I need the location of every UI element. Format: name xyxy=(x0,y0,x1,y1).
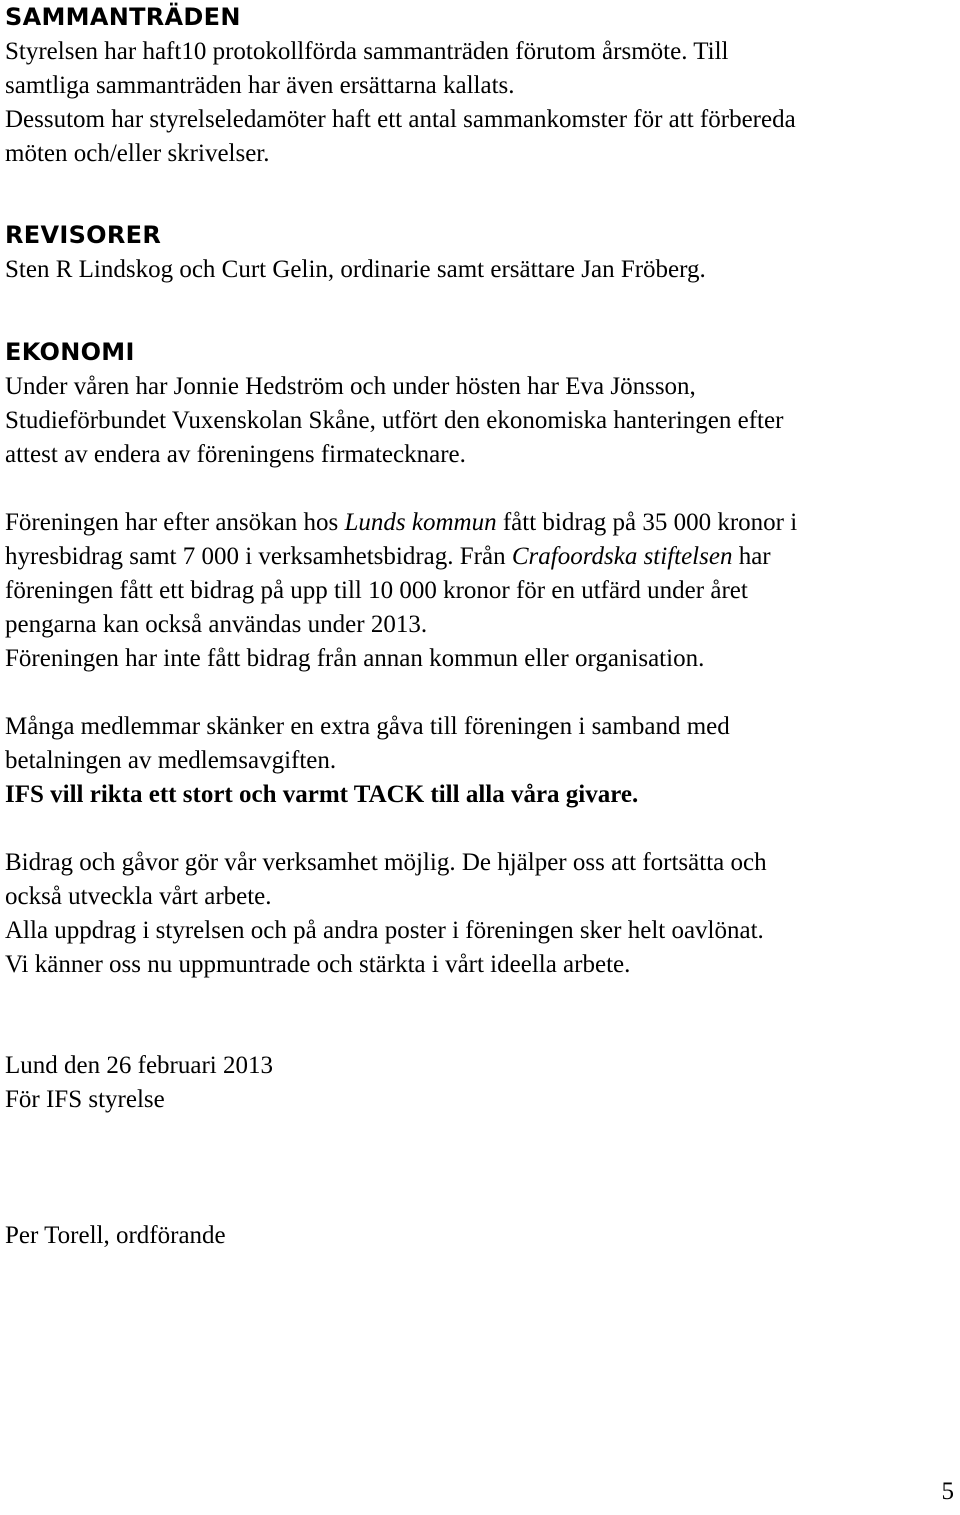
closing-line: Bidrag och gåvor gör vår verksamhet möjlig. De hjälper oss att fortsätta och xyxy=(5,849,767,876)
text-run: Föreningen har efter ansökan hos xyxy=(5,509,345,536)
paragraph-line: Under våren har Jonnie Hedström och under hösten har Eva Jönsson, xyxy=(5,373,696,400)
paragraph-line: möten och/eller skrivelser. xyxy=(5,140,270,167)
organisation-name: Crafoordska stiftelsen xyxy=(511,543,733,570)
page-number: 5 xyxy=(941,1478,954,1505)
gifts-line: Många medlemmar skänker en extra gåva till föreningen i samband med xyxy=(5,713,730,740)
closing-line: också utveckla vårt arbete. xyxy=(5,883,272,910)
signatory: Per Torell, ordförande xyxy=(5,1222,226,1249)
heading-revisorer: REVISORER xyxy=(5,221,162,249)
closing-line: Alla uppdrag i styrelsen och på andra poster i föreningen sker helt oavlönat. xyxy=(5,917,764,944)
paragraph-line: Dessutom har styrelseledamöter haft ett antal sammankomster för att förbereda xyxy=(5,106,796,133)
grants-line xyxy=(5,508,797,538)
gifts-line: betalningen av medlemsavgiften. xyxy=(5,747,337,774)
text-run: hyresbidrag samt 7 000 i verksamhetsbidrag. Från xyxy=(5,543,512,570)
organisation-name: Lunds kommun xyxy=(344,509,497,536)
heading-ekonomi: EKONOMI xyxy=(5,338,135,366)
paragraph-line: attest av endera av föreningens firmatecknare. xyxy=(5,441,466,468)
grants-line: Föreningen har inte fått bidrag från annan kommun eller organisation. xyxy=(5,645,705,672)
grants-line xyxy=(5,542,771,572)
grants-line: pengarna kan också användas under 2013. xyxy=(5,611,428,638)
text-run: har xyxy=(732,543,771,570)
thanks-line: IFS vill rikta ett stort och varmt TACK till alla våra givare. xyxy=(5,781,639,808)
paragraph-line: Sten R Lindskog och Curt Gelin, ordinarie samt ersättare Jan Fröberg. xyxy=(5,256,706,283)
heading-sammantraden: SAMMANTRÄDEN xyxy=(5,3,241,31)
closing-line: Vi känner oss nu uppmuntrade och stärkta i vårt ideella arbete. xyxy=(5,951,631,978)
text-run: fått bidrag på 35 000 kronor i xyxy=(496,509,798,536)
on-behalf-line: För IFS styrelse xyxy=(5,1086,165,1113)
paragraph-line: samtliga sammanträden har även ersättarna kallats. xyxy=(5,72,515,99)
paragraph-line: Studieförbundet Vuxenskolan Skåne, utfört den ekonomiska hanteringen efter xyxy=(5,407,784,434)
paragraph-line: Styrelsen har haft10 protokollförda sammanträden förutom årsmöte. Till xyxy=(5,38,729,65)
grants-line: föreningen fått ett bidrag på upp till 10 000 kronor för en utfärd under året xyxy=(5,577,748,604)
place-date: Lund den 26 februari 2013 xyxy=(5,1052,273,1079)
